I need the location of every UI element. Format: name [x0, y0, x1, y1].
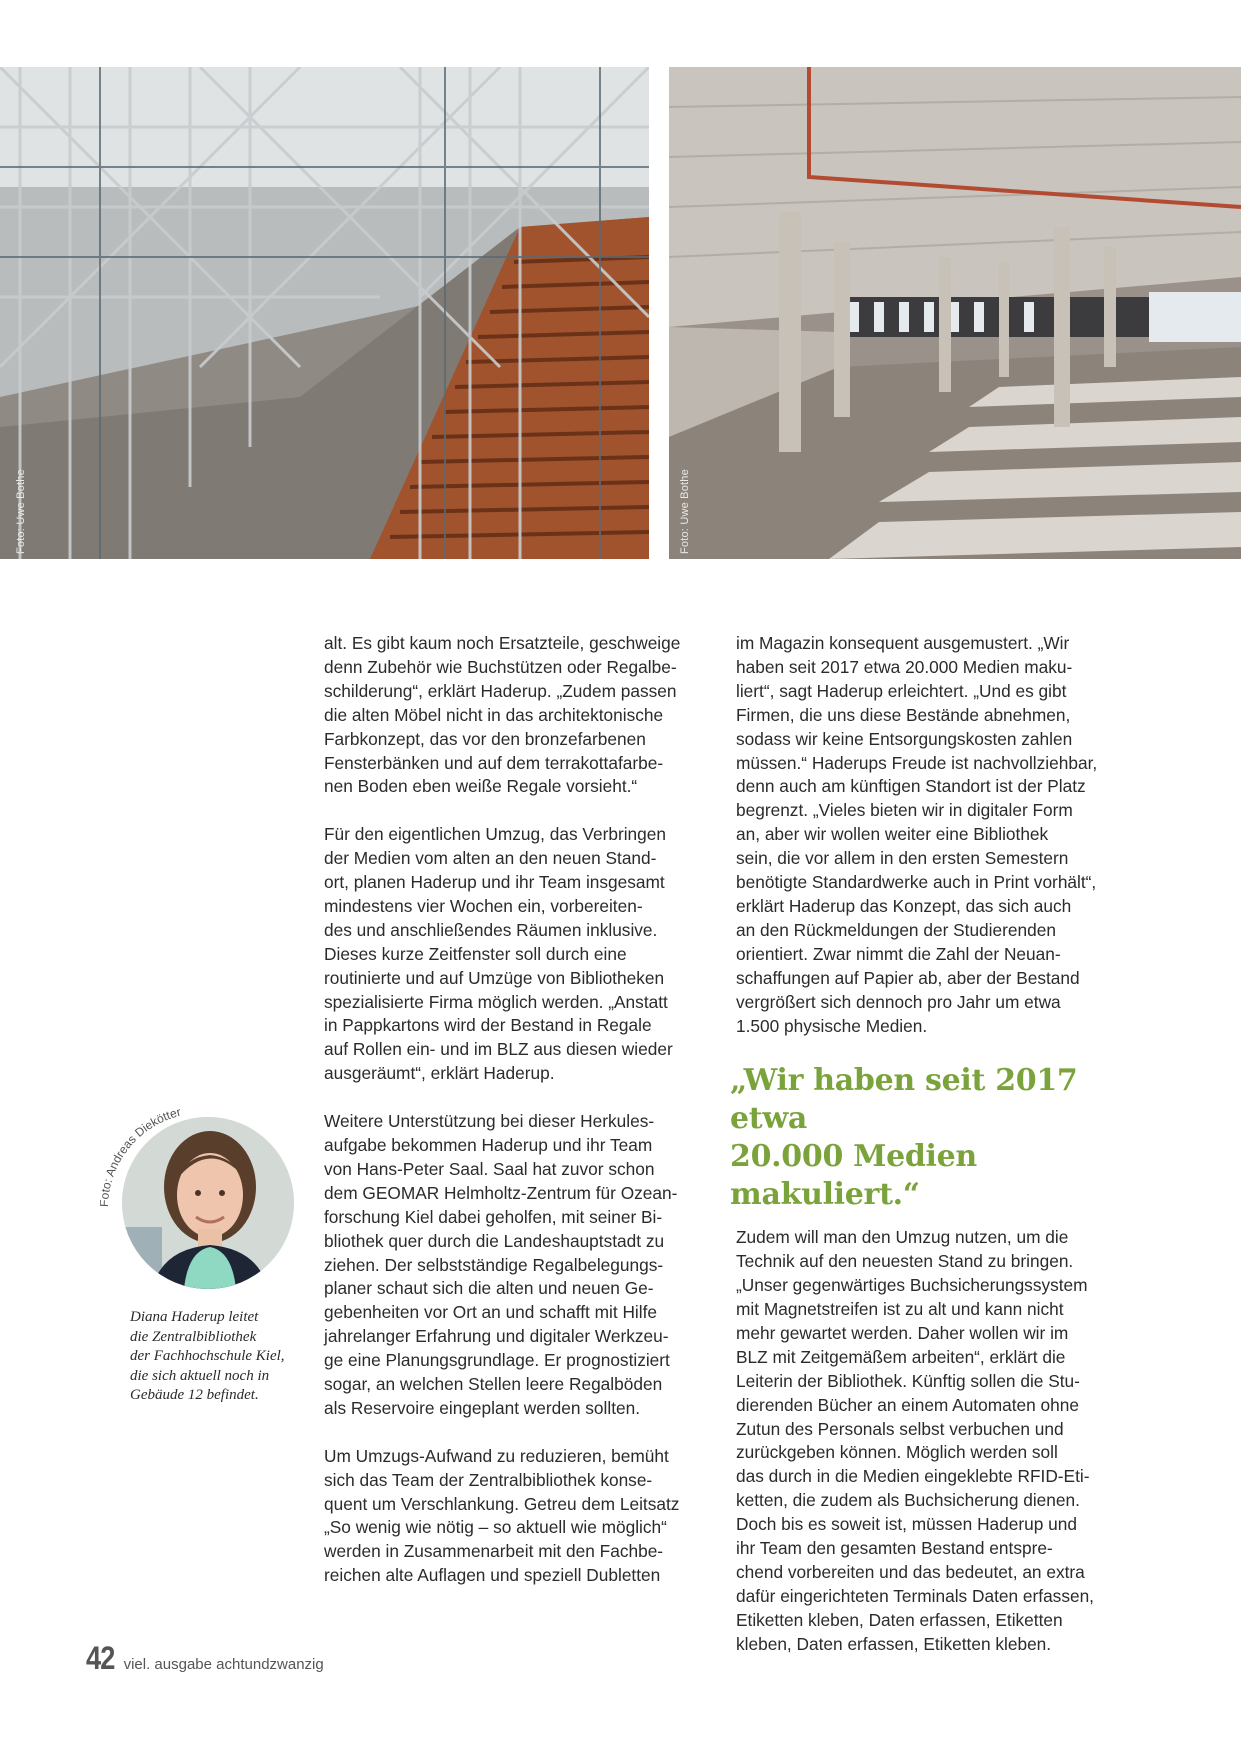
portrait-caption: Diana Haderup leitet die Zentralbibliothek der Fachhochschule Kiel, die sich aktuell noch in Gebäude 12 befindet. [130, 1309, 285, 1403]
pull-quote: „Wir haben seit 2017 etwa 20.000 Medien makuliert.“ [730, 1063, 1078, 1213]
paragraph: Zudem will man den Umzug nutzen, um die Technik auf den neuesten Stand zu bringen. „Unser gegenwärtiges Buchsicherungssystem mit Magnetstreifen ist zu alt und kann nicht mehr gewartet werden. Daher wollen wir im BLZ mit Zeitgemäßem arbeiten“, erklärt die Leiterin der Bibliothek. Künftig sollen die Stu- dierenden Bücher an einem Automaten ohne Zutun des Personals selbst verbuchen und zurückgeben können. Möglich werden soll das durch in die Medien eingeklebte RFID-Eti- ketten, die zudem als Buchsicherung dienen. Doch bis es soweit ist, müssen Haderup und ihr Team den gesamten Bestand entspre- chend vorbereiten und das bedeutet, an extra dafür eingerichteten Terminals Daten erfassen, Etiketten kleben, Daten erfassen, Etiketten kleben, Daten erfassen, Etiketten kleben. [736, 1227, 1094, 1654]
article-column-right [730, 632, 1156, 1681]
paragraph: im Magazin konsequent ausgemustert. „Wir haben seit 2017 etwa 20.000 Medien maku- liert“, sagt Haderup erleichtert. „Und es gibt Firmen, die uns diese Bestände abnehmen, sodass wir keine Entsorgungskosten zahlen müssen.“ Haderups Freude ist nachvollziehbar, denn auch am künftigen Standort ist der Platz begrenzt. „Vieles bieten wir in digitaler Form an, aber wir wollen weiter eine Bibliothek sein, die vor allem in den ersten Semestern benötigte Standardwerke auch in Print vorhält“, erklärt Haderup das Konzept, das sich auch an den Rückmeldungen der Studierenden orientiert. Zwar nimmt die Zahl der Neuan- schaffungen auf Papier ab, aber der Bestand vergrößert sich dennoch pro Jahr um etwa 1.500 physische Medien. [736, 633, 1098, 1036]
scaffolding-staircase-photo [0, 67, 649, 559]
article-column-middle [324, 632, 710, 1612]
empty-hall-photo [669, 67, 1241, 559]
paragraph: Für den eigentlichen Umzug, das Verbringen der Medien vom alten an den neuen Stand- ort, planen Haderup und ihr Team insgesamt mindestens vier Wochen ein, vorbereiten- des und anschließendes Räumen inklusive. Dieses kurze Zeitfenster soll durch eine routinierte und auf Umzüge von Bibliotheken spezialisierte Firma möglich werden. „Anstatt in Pappkartons wird der Bestand in Regale auf Rollen ein- und im BLZ aus diesen wieder ausgeräumt“, erklärt Haderup. [324, 824, 673, 1084]
page-number: 42 [86, 1640, 115, 1676]
photo-credit-right: Foto: Uwe Bothe [679, 469, 691, 554]
paragraph: alt. Es gibt kaum noch Ersatzteile, geschweige denn Zubehör wie Buchstützen oder Regalbe- schilderung“, erklärt Haderup. „Zudem passen die alten Möbel nicht in das architektonische Farbkonzept, das vor den bronzefarbenen Fensterbänken und auf dem terrakottafarbe- nen Boden eben weiße Regale vorsieht.“ [324, 633, 681, 797]
page-footer [86, 1640, 324, 1677]
portrait-photo [122, 1117, 294, 1289]
paragraph: Weitere Unterstützung bei dieser Herkules- aufgabe bekommen Haderup und ihr Team von Hans-Peter Saal. Saal hat zuvor schon dem GEOMAR Helmholtz-Zentrum für Ozean- forschung Kiel dabei geholfen, mit seiner Bi- bliothek quer durch die Landeshauptstadt zu ziehen. Der selbstständige Regalbelegungs- planer schaut sich die alten und neuen Ge- gebenheiten vor Ort an und schafft mit Hilfe jahrelanger Erfahrung und digitaler Werkzeu- ge eine Planungsgrundlage. Er prognostiziert sogar, an welchen Stellen leere Regalböden als Reservoire eingeplant werden sollten. [324, 1111, 678, 1418]
magazine-issue: viel. ausgabe achtundzwanzig [123, 1656, 324, 1673]
photo-credit-left: Foto: Uwe Bothe [15, 469, 27, 554]
paragraph: Um Umzugs-Aufwand zu reduzieren, bemüht sich das Team der Zentralbibliothek konse- quent um Verschlankung. Getreu dem Leitsatz „So wenig wie nötig – so aktuell wie möglich“ werden in Zusammenarbeit mit den Fachbe- reichen alte Auflagen und speziell Dubletten [324, 1445, 680, 1586]
svg-text:Foto: Andreas Diekötter: o: Andreas Diekötter [100, 1104, 183, 1191]
